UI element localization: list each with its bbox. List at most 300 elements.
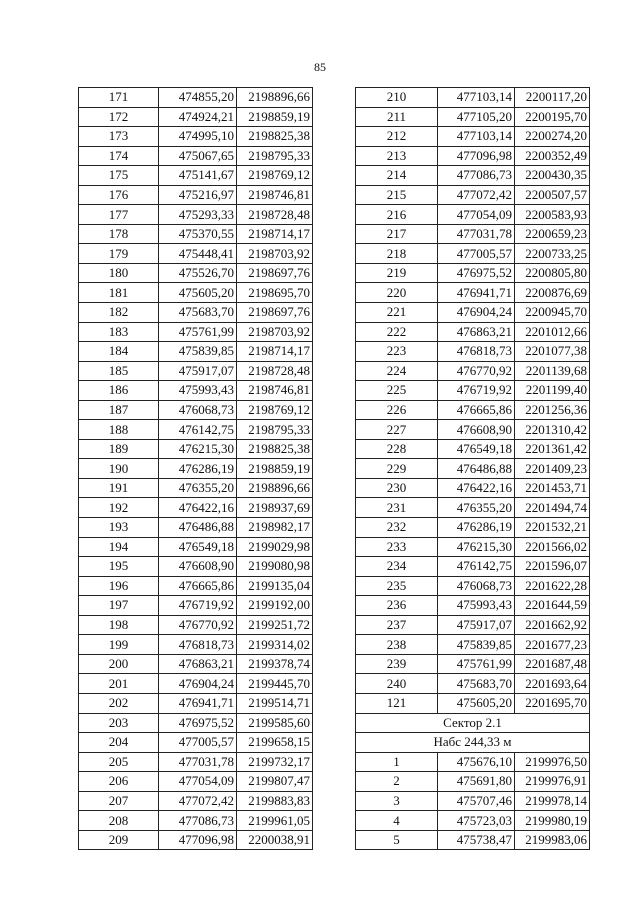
point-number-cell: 216 xyxy=(356,205,438,225)
x-coordinate-cell: 477105,20 xyxy=(438,107,515,127)
table-row xyxy=(79,674,313,694)
y-coordinate-cell: 2199135,04 xyxy=(237,576,313,596)
y-coordinate-cell: 2201361,42 xyxy=(515,439,590,459)
y-coordinate-cell: 2199961,05 xyxy=(237,811,313,831)
table-row xyxy=(356,615,590,635)
table-row xyxy=(356,166,590,186)
y-coordinate-cell: 2201687,48 xyxy=(515,654,590,674)
coordinates-table-right-body xyxy=(356,88,590,850)
y-coordinate-cell: 2198859,19 xyxy=(237,459,313,479)
point-number-cell: 2 xyxy=(356,772,438,792)
x-coordinate-cell: 475370,55 xyxy=(159,224,237,244)
coordinates-table-left xyxy=(78,87,313,850)
point-number-cell: 215 xyxy=(356,185,438,205)
table-row xyxy=(356,791,590,811)
table-row xyxy=(356,400,590,420)
y-coordinate-cell: 2200038,91 xyxy=(237,830,313,850)
y-coordinate-cell: 2199251,72 xyxy=(237,615,313,635)
point-number-cell: 224 xyxy=(356,361,438,381)
table-row xyxy=(79,635,313,655)
table-row xyxy=(79,518,313,538)
x-coordinate-cell: 475839,85 xyxy=(438,635,515,655)
table-row xyxy=(79,381,313,401)
y-coordinate-cell: 2198695,70 xyxy=(237,283,313,303)
y-coordinate-cell: 2198825,38 xyxy=(237,127,313,147)
point-number-cell: 240 xyxy=(356,674,438,694)
x-coordinate-cell: 476142,75 xyxy=(438,557,515,577)
x-coordinate-cell: 476975,52 xyxy=(159,713,237,733)
point-number-cell: 188 xyxy=(79,420,159,440)
table-row xyxy=(356,830,590,850)
table-row xyxy=(79,263,313,283)
table-row xyxy=(356,361,590,381)
x-coordinate-cell: 475691,80 xyxy=(438,772,515,792)
x-coordinate-cell: 477086,73 xyxy=(438,166,515,186)
y-coordinate-cell: 2199192,00 xyxy=(237,596,313,616)
x-coordinate-cell: 475839,85 xyxy=(159,342,237,362)
point-number-cell: 222 xyxy=(356,322,438,342)
y-coordinate-cell: 2199980,19 xyxy=(515,811,590,831)
y-coordinate-cell: 2201532,21 xyxy=(515,518,590,538)
x-coordinate-cell: 476068,73 xyxy=(438,576,515,596)
point-number-cell: 202 xyxy=(79,693,159,713)
y-coordinate-cell: 2199978,14 xyxy=(515,791,590,811)
point-number-cell: 181 xyxy=(79,283,159,303)
table-row xyxy=(79,420,313,440)
table-row xyxy=(356,107,590,127)
y-coordinate-cell: 2199585,60 xyxy=(237,713,313,733)
x-coordinate-cell: 476941,71 xyxy=(159,693,237,713)
x-coordinate-cell: 474855,20 xyxy=(159,88,237,108)
point-number-cell: 199 xyxy=(79,635,159,655)
point-number-cell: 232 xyxy=(356,518,438,538)
table-row xyxy=(356,576,590,596)
x-coordinate-cell: 475738,47 xyxy=(438,830,515,850)
x-coordinate-cell: 475761,99 xyxy=(438,654,515,674)
x-coordinate-cell: 475216,97 xyxy=(159,185,237,205)
table-row xyxy=(356,674,590,694)
point-number-cell: 179 xyxy=(79,244,159,264)
sector-subtitle: Набс 244,33 м xyxy=(356,733,590,753)
table-row xyxy=(356,596,590,616)
y-coordinate-cell: 2199314,02 xyxy=(237,635,313,655)
point-number-cell: 187 xyxy=(79,400,159,420)
table-row xyxy=(79,733,313,753)
x-coordinate-cell: 476422,16 xyxy=(159,498,237,518)
y-coordinate-cell: 2199378,74 xyxy=(237,654,313,674)
table-row xyxy=(356,127,590,147)
x-coordinate-cell: 475676,10 xyxy=(438,752,515,772)
table-row xyxy=(356,146,590,166)
sector-title-row xyxy=(356,713,590,733)
point-number-cell: 233 xyxy=(356,537,438,557)
table-row xyxy=(79,811,313,831)
table-row xyxy=(79,752,313,772)
x-coordinate-cell: 476286,19 xyxy=(438,518,515,538)
table-row xyxy=(356,752,590,772)
x-coordinate-cell: 475293,33 xyxy=(159,205,237,225)
table-row xyxy=(79,88,313,108)
table-row xyxy=(356,381,590,401)
y-coordinate-cell: 2198795,33 xyxy=(237,420,313,440)
point-number-cell: 183 xyxy=(79,322,159,342)
y-coordinate-cell: 2198728,48 xyxy=(237,361,313,381)
y-coordinate-cell: 2201644,59 xyxy=(515,596,590,616)
y-coordinate-cell: 2199807,47 xyxy=(237,772,313,792)
table-row xyxy=(79,224,313,244)
table-row xyxy=(356,224,590,244)
table-row xyxy=(79,537,313,557)
y-coordinate-cell: 2199080,98 xyxy=(237,557,313,577)
x-coordinate-cell: 476719,92 xyxy=(159,596,237,616)
y-coordinate-cell: 2198746,81 xyxy=(237,185,313,205)
x-coordinate-cell: 477103,14 xyxy=(438,127,515,147)
table-row xyxy=(79,693,313,713)
y-coordinate-cell: 2199732,17 xyxy=(237,752,313,772)
y-coordinate-cell: 2198937,69 xyxy=(237,498,313,518)
y-coordinate-cell: 2198728,48 xyxy=(237,205,313,225)
table-row xyxy=(79,146,313,166)
point-number-cell: 197 xyxy=(79,596,159,616)
table-row xyxy=(79,791,313,811)
y-coordinate-cell: 2201310,42 xyxy=(515,420,590,440)
point-number-cell: 212 xyxy=(356,127,438,147)
x-coordinate-cell: 476665,86 xyxy=(438,400,515,420)
point-number-cell: 230 xyxy=(356,478,438,498)
y-coordinate-cell: 2200274,20 xyxy=(515,127,590,147)
point-number-cell: 190 xyxy=(79,459,159,479)
y-coordinate-cell: 2200352,49 xyxy=(515,146,590,166)
x-coordinate-cell: 477103,14 xyxy=(438,88,515,108)
table-row xyxy=(79,557,313,577)
point-number-cell: 194 xyxy=(79,537,159,557)
y-coordinate-cell: 2201256,36 xyxy=(515,400,590,420)
table-row xyxy=(356,244,590,264)
point-number-cell: 174 xyxy=(79,146,159,166)
x-coordinate-cell: 477054,09 xyxy=(438,205,515,225)
x-coordinate-cell: 475605,20 xyxy=(159,283,237,303)
table-row xyxy=(79,478,313,498)
table-row xyxy=(356,693,590,713)
point-number-cell: 3 xyxy=(356,791,438,811)
y-coordinate-cell: 2200195,70 xyxy=(515,107,590,127)
table-row xyxy=(356,342,590,362)
y-coordinate-cell: 2198896,66 xyxy=(237,478,313,498)
y-coordinate-cell: 2198825,38 xyxy=(237,439,313,459)
y-coordinate-cell: 2199445,70 xyxy=(237,674,313,694)
table-row xyxy=(356,518,590,538)
x-coordinate-cell: 477096,98 xyxy=(159,830,237,850)
y-coordinate-cell: 2201077,38 xyxy=(515,342,590,362)
y-coordinate-cell: 2201662,92 xyxy=(515,615,590,635)
point-number-cell: 201 xyxy=(79,674,159,694)
x-coordinate-cell: 476355,20 xyxy=(438,498,515,518)
x-coordinate-cell: 476486,88 xyxy=(159,518,237,538)
y-coordinate-cell: 2200583,93 xyxy=(515,205,590,225)
table-row xyxy=(356,263,590,283)
y-coordinate-cell: 2200945,70 xyxy=(515,303,590,323)
point-number-cell: 205 xyxy=(79,752,159,772)
point-number-cell: 178 xyxy=(79,224,159,244)
point-number-cell: 236 xyxy=(356,596,438,616)
y-coordinate-cell: 2198746,81 xyxy=(237,381,313,401)
table-row xyxy=(79,654,313,674)
point-number-cell: 209 xyxy=(79,830,159,850)
table-row xyxy=(356,537,590,557)
y-coordinate-cell: 2199883,83 xyxy=(237,791,313,811)
y-coordinate-cell: 2198714,17 xyxy=(237,224,313,244)
table-row xyxy=(356,557,590,577)
table-row xyxy=(356,303,590,323)
y-coordinate-cell: 2201622,28 xyxy=(515,576,590,596)
y-coordinate-cell: 2199514,71 xyxy=(237,693,313,713)
point-number-cell: 227 xyxy=(356,420,438,440)
table-row xyxy=(356,811,590,831)
x-coordinate-cell: 477096,98 xyxy=(438,146,515,166)
table-row xyxy=(79,244,313,264)
y-coordinate-cell: 2198982,17 xyxy=(237,518,313,538)
table-row xyxy=(356,283,590,303)
x-coordinate-cell: 476486,88 xyxy=(438,459,515,479)
table-row xyxy=(79,576,313,596)
table-row xyxy=(79,596,313,616)
point-number-cell: 4 xyxy=(356,811,438,831)
point-number-cell: 191 xyxy=(79,478,159,498)
table-row xyxy=(79,772,313,792)
x-coordinate-cell: 475448,41 xyxy=(159,244,237,264)
y-coordinate-cell: 2200733,25 xyxy=(515,244,590,264)
point-number-cell: 192 xyxy=(79,498,159,518)
coordinates-table-right xyxy=(355,87,590,850)
point-number-cell: 237 xyxy=(356,615,438,635)
sector-subtitle-row xyxy=(356,733,590,753)
x-coordinate-cell: 475707,46 xyxy=(438,791,515,811)
y-coordinate-cell: 2201677,23 xyxy=(515,635,590,655)
x-coordinate-cell: 476422,16 xyxy=(438,478,515,498)
x-coordinate-cell: 476770,92 xyxy=(159,615,237,635)
point-number-cell: 171 xyxy=(79,88,159,108)
point-number-cell: 220 xyxy=(356,283,438,303)
table-row xyxy=(79,283,313,303)
table-row xyxy=(356,635,590,655)
x-coordinate-cell: 476941,71 xyxy=(438,283,515,303)
x-coordinate-cell: 476215,30 xyxy=(438,537,515,557)
table-row xyxy=(79,185,313,205)
point-number-cell: 173 xyxy=(79,127,159,147)
y-coordinate-cell: 2198697,76 xyxy=(237,303,313,323)
x-coordinate-cell: 476608,90 xyxy=(438,420,515,440)
x-coordinate-cell: 476904,24 xyxy=(159,674,237,694)
x-coordinate-cell: 476719,92 xyxy=(438,381,515,401)
x-coordinate-cell: 477031,78 xyxy=(438,224,515,244)
table-row xyxy=(79,127,313,147)
table-row xyxy=(356,498,590,518)
x-coordinate-cell: 477005,57 xyxy=(159,733,237,753)
table-row xyxy=(79,303,313,323)
point-number-cell: 204 xyxy=(79,733,159,753)
x-coordinate-cell: 476770,92 xyxy=(438,361,515,381)
table-row xyxy=(79,830,313,850)
table-row xyxy=(79,361,313,381)
x-coordinate-cell: 475141,67 xyxy=(159,166,237,186)
coordinates-table-left-body xyxy=(79,88,313,850)
table-row xyxy=(79,107,313,127)
x-coordinate-cell: 476904,24 xyxy=(438,303,515,323)
point-number-cell: 221 xyxy=(356,303,438,323)
table-row xyxy=(79,400,313,420)
point-number-cell: 219 xyxy=(356,263,438,283)
x-coordinate-cell: 475917,07 xyxy=(438,615,515,635)
y-coordinate-cell: 2198769,12 xyxy=(237,400,313,420)
x-coordinate-cell: 476355,20 xyxy=(159,478,237,498)
x-coordinate-cell: 476608,90 xyxy=(159,557,237,577)
y-coordinate-cell: 2198769,12 xyxy=(237,166,313,186)
x-coordinate-cell: 475605,20 xyxy=(438,693,515,713)
point-number-cell: 231 xyxy=(356,498,438,518)
y-coordinate-cell: 2198703,92 xyxy=(237,244,313,264)
y-coordinate-cell: 2199983,06 xyxy=(515,830,590,850)
point-number-cell: 223 xyxy=(356,342,438,362)
table-row xyxy=(79,439,313,459)
point-number-cell: 196 xyxy=(79,576,159,596)
table-row xyxy=(356,420,590,440)
point-number-cell: 193 xyxy=(79,518,159,538)
y-coordinate-cell: 2200876,69 xyxy=(515,283,590,303)
y-coordinate-cell: 2201139,68 xyxy=(515,361,590,381)
y-coordinate-cell: 2200507,57 xyxy=(515,185,590,205)
y-coordinate-cell: 2201596,07 xyxy=(515,557,590,577)
table-row xyxy=(79,322,313,342)
point-number-cell: 214 xyxy=(356,166,438,186)
point-number-cell: 189 xyxy=(79,439,159,459)
x-coordinate-cell: 475761,99 xyxy=(159,322,237,342)
point-number-cell: 182 xyxy=(79,303,159,323)
y-coordinate-cell: 2201693,64 xyxy=(515,674,590,694)
x-coordinate-cell: 476215,30 xyxy=(159,439,237,459)
y-coordinate-cell: 2201409,23 xyxy=(515,459,590,479)
x-coordinate-cell: 476549,18 xyxy=(438,439,515,459)
point-number-cell: 5 xyxy=(356,830,438,850)
x-coordinate-cell: 476665,86 xyxy=(159,576,237,596)
y-coordinate-cell: 2201453,71 xyxy=(515,478,590,498)
point-number-cell: 207 xyxy=(79,791,159,811)
point-number-cell: 180 xyxy=(79,263,159,283)
x-coordinate-cell: 475683,70 xyxy=(159,303,237,323)
page-number: 85 xyxy=(314,60,326,74)
point-number-cell: 210 xyxy=(356,88,438,108)
x-coordinate-cell: 476863,21 xyxy=(438,322,515,342)
y-coordinate-cell: 2198714,17 xyxy=(237,342,313,362)
point-number-cell: 217 xyxy=(356,224,438,244)
y-coordinate-cell: 2201695,70 xyxy=(515,693,590,713)
table-row xyxy=(79,459,313,479)
y-coordinate-cell: 2200117,20 xyxy=(515,88,590,108)
x-coordinate-cell: 476549,18 xyxy=(159,537,237,557)
table-row xyxy=(356,654,590,674)
x-coordinate-cell: 477086,73 xyxy=(159,811,237,831)
table-row xyxy=(356,185,590,205)
y-coordinate-cell: 2200430,35 xyxy=(515,166,590,186)
table-row xyxy=(356,205,590,225)
x-coordinate-cell: 476286,19 xyxy=(159,459,237,479)
point-number-cell: 211 xyxy=(356,107,438,127)
point-number-cell: 203 xyxy=(79,713,159,733)
point-number-cell: 200 xyxy=(79,654,159,674)
table-row xyxy=(79,342,313,362)
point-number-cell: 175 xyxy=(79,166,159,186)
x-coordinate-cell: 475993,43 xyxy=(438,596,515,616)
point-number-cell: 206 xyxy=(79,772,159,792)
x-coordinate-cell: 477005,57 xyxy=(438,244,515,264)
table-row xyxy=(79,713,313,733)
x-coordinate-cell: 476863,21 xyxy=(159,654,237,674)
point-number-cell: 225 xyxy=(356,381,438,401)
x-coordinate-cell: 476818,73 xyxy=(438,342,515,362)
point-number-cell: 176 xyxy=(79,185,159,205)
y-coordinate-cell: 2199976,50 xyxy=(515,752,590,772)
table-row xyxy=(356,439,590,459)
point-number-cell: 184 xyxy=(79,342,159,362)
x-coordinate-cell: 475723,03 xyxy=(438,811,515,831)
x-coordinate-cell: 477072,42 xyxy=(159,791,237,811)
point-number-cell: 208 xyxy=(79,811,159,831)
x-coordinate-cell: 477054,09 xyxy=(159,772,237,792)
sector-title: Сектор 2.1 xyxy=(356,713,590,733)
x-coordinate-cell: 476142,75 xyxy=(159,420,237,440)
x-coordinate-cell: 476818,73 xyxy=(159,635,237,655)
y-coordinate-cell: 2201566,02 xyxy=(515,537,590,557)
y-coordinate-cell: 2201012,66 xyxy=(515,322,590,342)
x-coordinate-cell: 475526,70 xyxy=(159,263,237,283)
y-coordinate-cell: 2198859,19 xyxy=(237,107,313,127)
y-coordinate-cell: 2199976,91 xyxy=(515,772,590,792)
point-number-cell: 235 xyxy=(356,576,438,596)
point-number-cell: 226 xyxy=(356,400,438,420)
point-number-cell: 213 xyxy=(356,146,438,166)
x-coordinate-cell: 474995,10 xyxy=(159,127,237,147)
point-number-cell: 1 xyxy=(356,752,438,772)
y-coordinate-cell: 2198896,66 xyxy=(237,88,313,108)
point-number-cell: 228 xyxy=(356,439,438,459)
table-row xyxy=(356,88,590,108)
table-row xyxy=(79,498,313,518)
point-number-cell: 186 xyxy=(79,381,159,401)
point-number-cell: 121 xyxy=(356,693,438,713)
y-coordinate-cell: 2200659,23 xyxy=(515,224,590,244)
point-number-cell: 234 xyxy=(356,557,438,577)
table-row xyxy=(79,166,313,186)
point-number-cell: 238 xyxy=(356,635,438,655)
x-coordinate-cell: 475067,65 xyxy=(159,146,237,166)
point-number-cell: 177 xyxy=(79,205,159,225)
table-row xyxy=(356,772,590,792)
y-coordinate-cell: 2198795,33 xyxy=(237,146,313,166)
point-number-cell: 218 xyxy=(356,244,438,264)
point-number-cell: 195 xyxy=(79,557,159,577)
y-coordinate-cell: 2199029,98 xyxy=(237,537,313,557)
y-coordinate-cell: 2200805,80 xyxy=(515,263,590,283)
x-coordinate-cell: 474924,21 xyxy=(159,107,237,127)
table-row xyxy=(356,322,590,342)
x-coordinate-cell: 475917,07 xyxy=(159,361,237,381)
point-number-cell: 172 xyxy=(79,107,159,127)
y-coordinate-cell: 2199658,15 xyxy=(237,733,313,753)
y-coordinate-cell: 2201494,74 xyxy=(515,498,590,518)
y-coordinate-cell: 2198703,92 xyxy=(237,322,313,342)
x-coordinate-cell: 475993,43 xyxy=(159,381,237,401)
point-number-cell: 239 xyxy=(356,654,438,674)
table-row xyxy=(356,478,590,498)
